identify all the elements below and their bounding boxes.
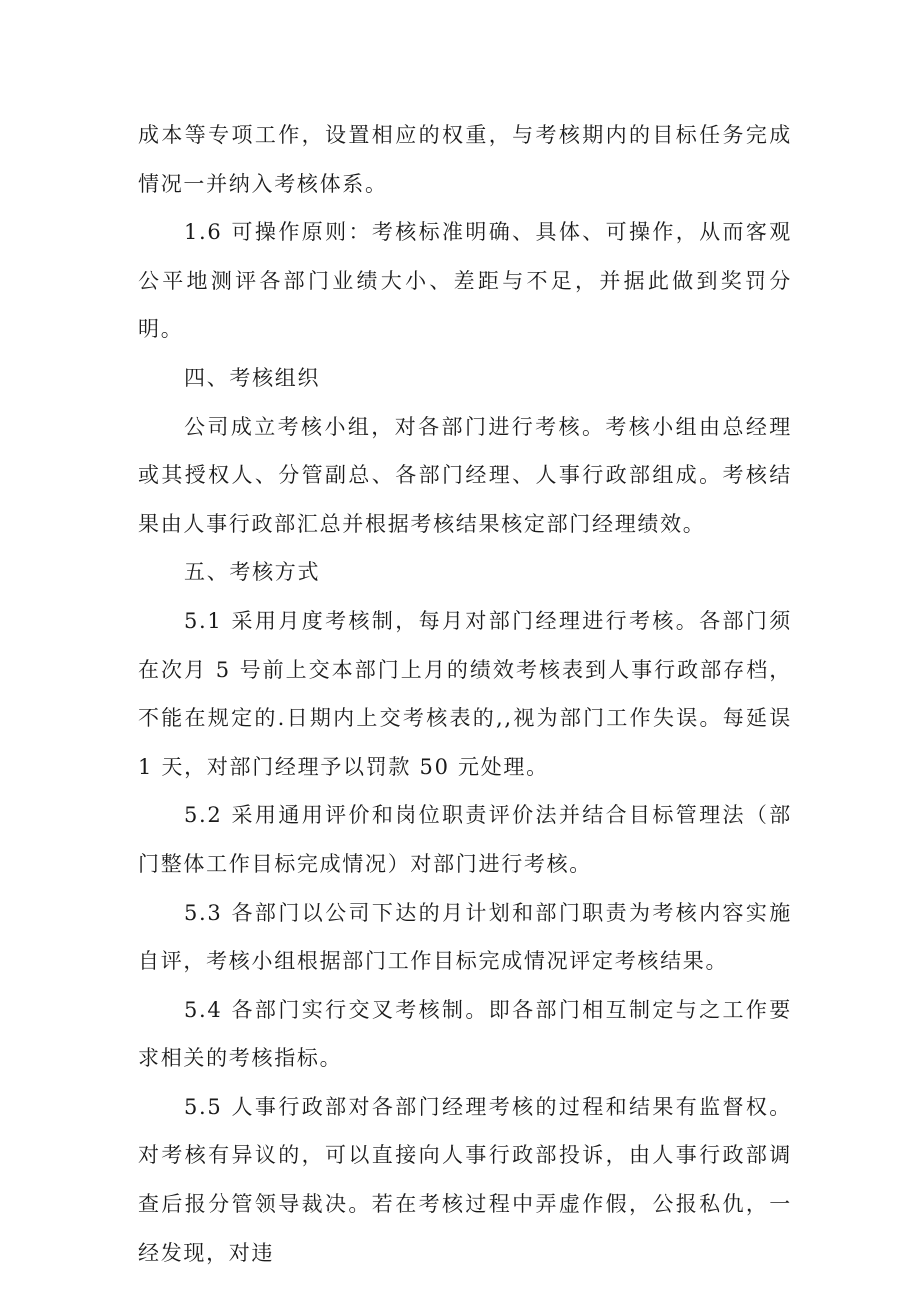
paragraph-continuation: 成本等专项工作，设置相应的权重，与考核期内的目标任务完成情况一并纳入考核体系。: [138, 123, 792, 196]
paragraph-5-4-cross-assessment: 5.4 各部门实行交叉考核制。即各部门相互制定与之工作要求相关的考核指标。: [138, 997, 792, 1071]
section-heading-assessment-method: 五、考核方式: [184, 560, 321, 585]
paragraph-5-2-evaluation-method: 5.2 采用通用评价和岗位职责评价法并结合目标管理法（部门整体工作目标完成情况）对部门进行考核。: [138, 803, 792, 876]
paragraph-5-3-self-evaluation: 5.3 各部门以公司下达的月计划和部门职责为考核内容实施自评，考核小组根据部门工作目标完成情况评定考核结果。: [138, 900, 792, 974]
paragraph-5-1-monthly-assessment: 5.1 采用月度考核制，每月对部门经理进行考核。各部门须在次月 5 号前上交本部门上月的绩效考核表到人事行政部存档，不能在规定的.日期内上交考核表的,,视为部门工作失误。每延误 1 天，对部门经理予以罚款 50 元处理。: [138, 608, 792, 779]
section-heading-assessment-organization: 四、考核组织: [184, 365, 321, 390]
document-body: [138, 111, 792, 1277]
paragraph-assessment-organization: 公司成立考核小组，对各部门进行考核。考核小组由总经理或其授权人、分管副总、各部门经理、人事行政部组成。考核结果由人事行政部汇总并根据考核结果核定部门经理绩效。: [138, 414, 792, 536]
paragraph-1-6-operability-principle: 1.6 可操作原则：考核标准明确、具体、可操作，从而客观公平地测评各部门业绩大小、差距与不足，并据此做到奖罚分明。: [138, 220, 792, 342]
paragraph-5-5-supervision: 5.5 人事行政部对各部门经理考核的过程和结果有监督权。对考核有异议的，可以直接向人事行政部投诉，由人事行政部调查后报分管领导裁决。若在考核过程中弄虚作假，公报私仇，一经发现，对违: [138, 1094, 792, 1265]
